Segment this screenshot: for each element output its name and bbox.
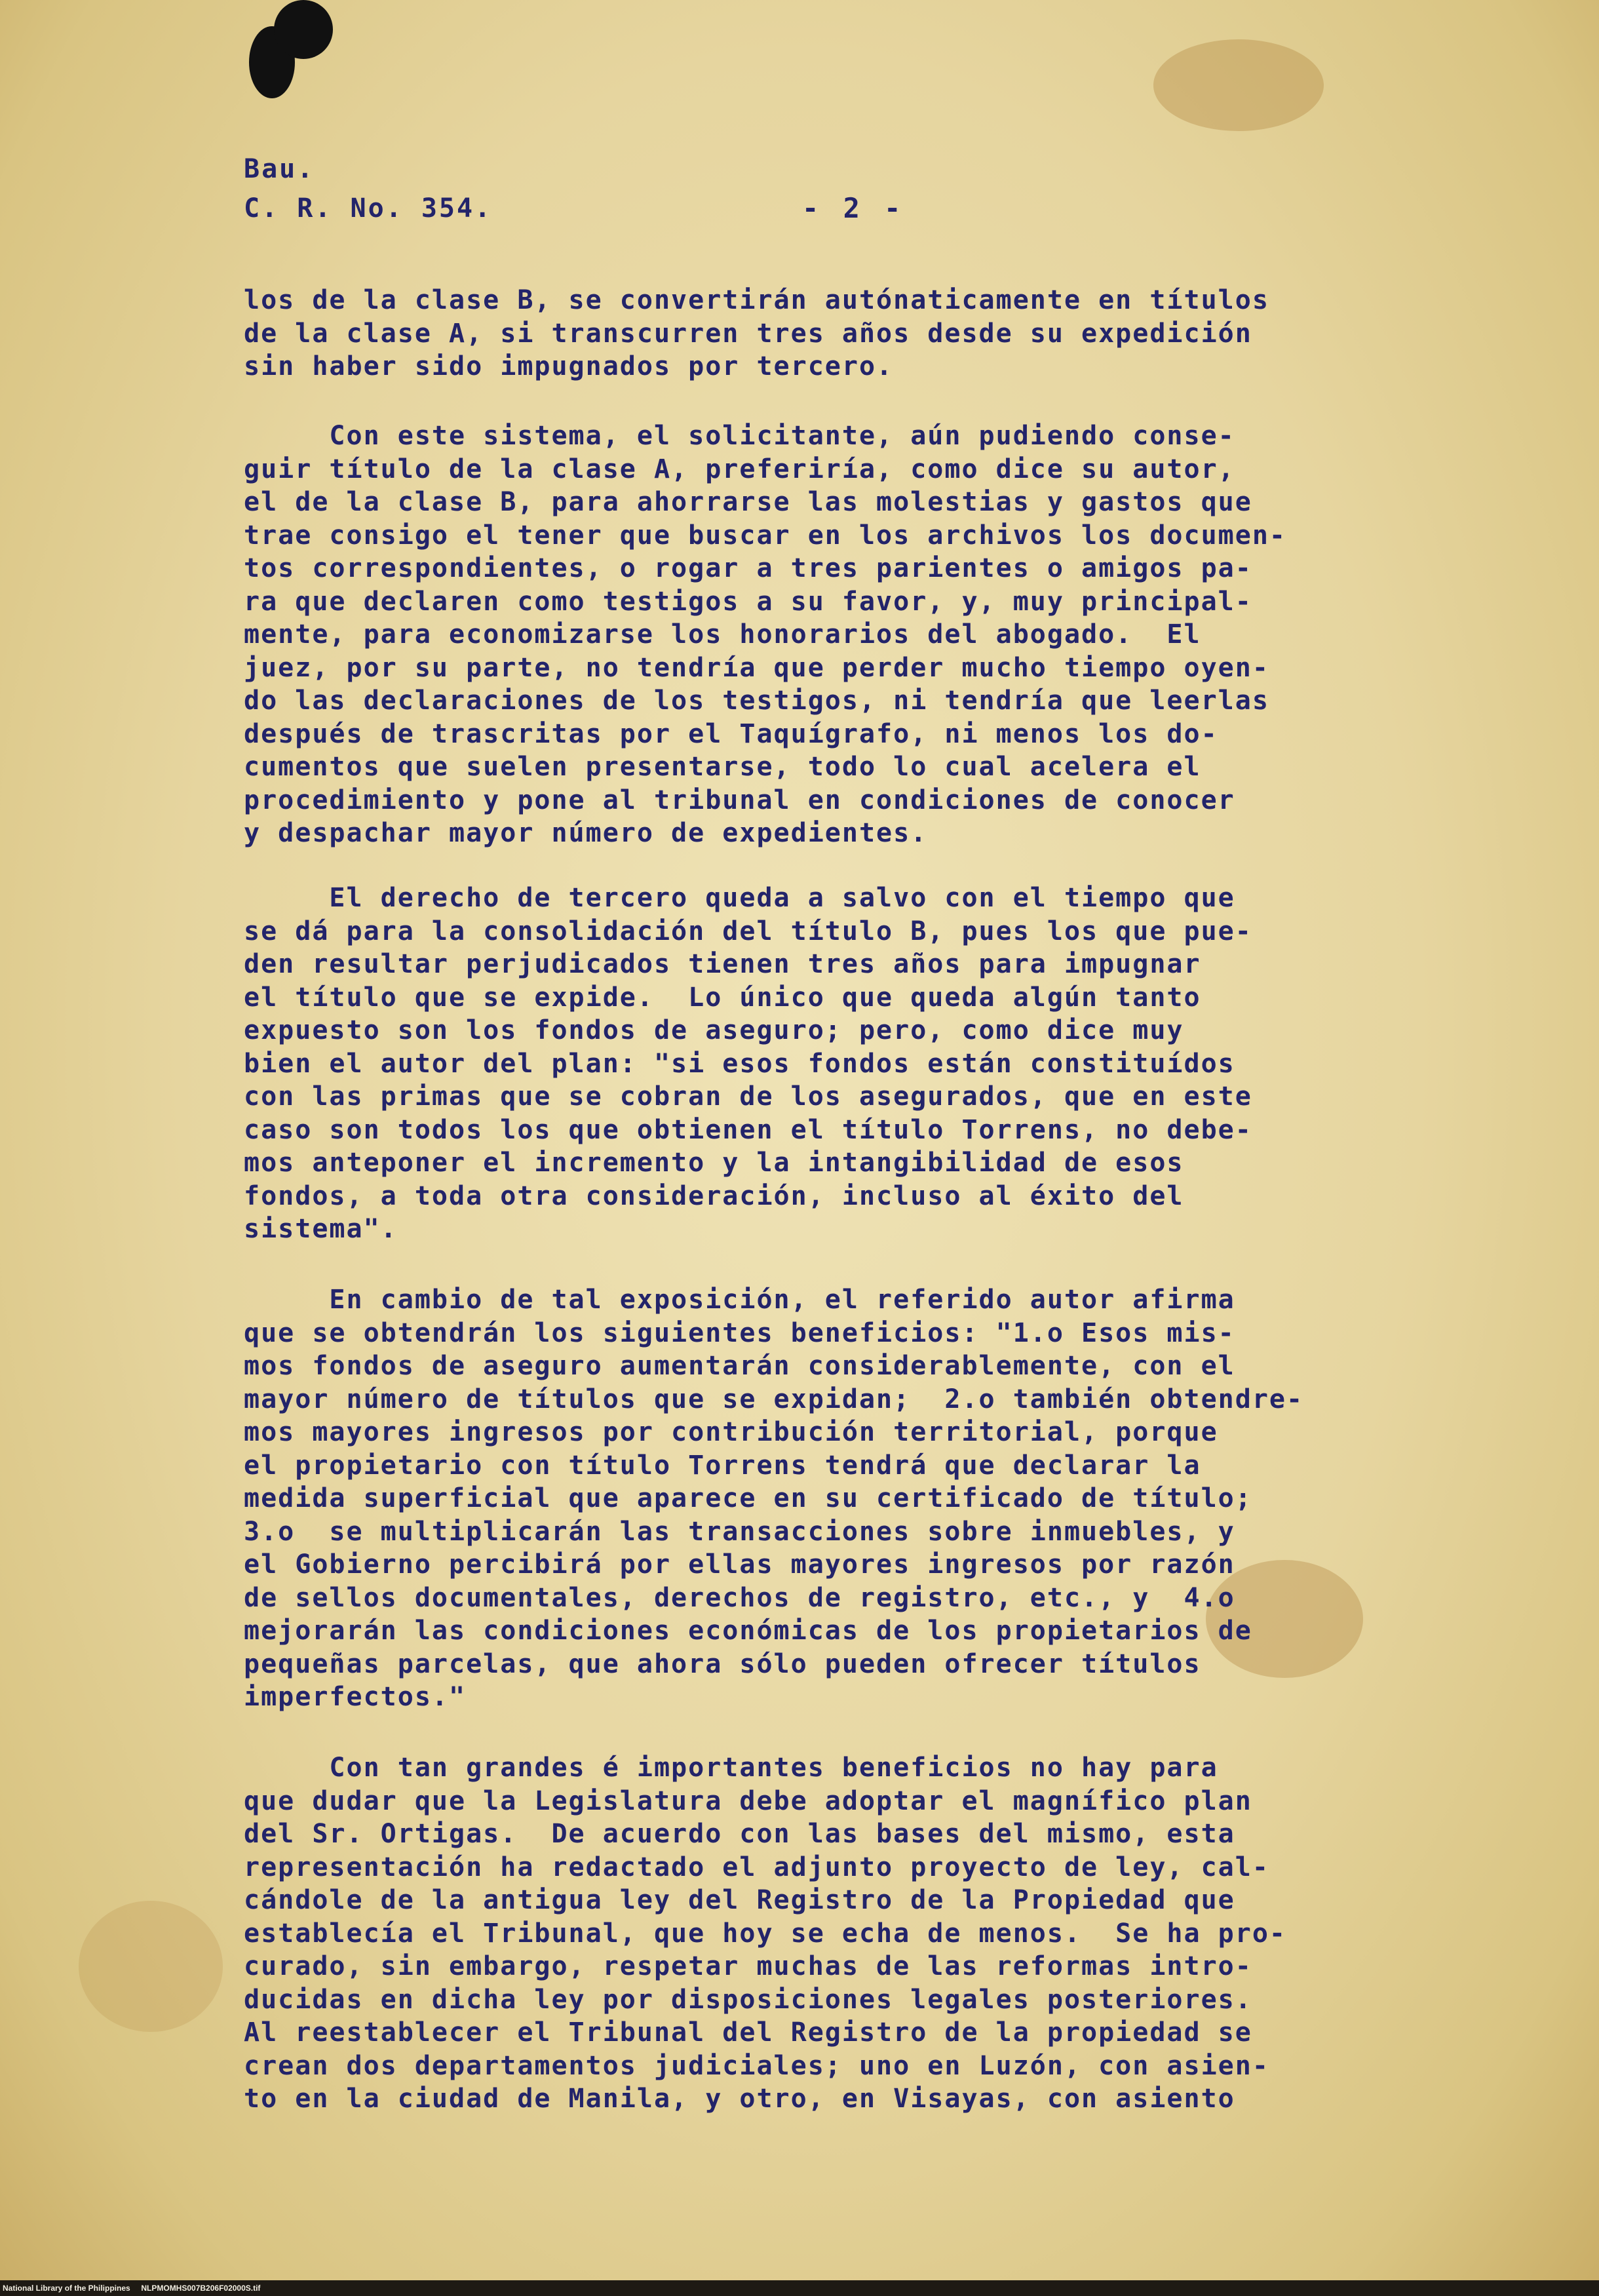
- paper-stain: [1153, 39, 1324, 131]
- ink-blot: [274, 0, 333, 59]
- archive-footer: National Library of the Philippines NLPMOMHS007B206F02000S.tif: [0, 2280, 1599, 2296]
- paper-stain: [79, 1901, 223, 2032]
- paragraph-1: los de la clase B, se convertirán autónaticamente en títulos de la clase A, si transcurren tres años desde su expedición sin haber sido impugnados por tercero.: [244, 285, 1269, 381]
- paragraph-2: Con este sistema, el solicitante, aún pudiendo conse- guir título de la clase A, preferiría, como dice su autor, el de la clase B, para ahorrarse las molestias y gastos que trae consigo el tener que buscar en los archivos los documen- tos correspondientes, o rogar a tres parientes o amigos pa- ra que declaren como testigos a su favor, y, muy principal- mente, para economizarse los honorarios del abogado. El juez, por su parte, no tendría que perder mucho tiempo oyen- do las declaraciones de los testigos, ni tendría que leerlas después de trascritas por el Taquígrafo, ni menos los do- cumentos que suelen presentarse, todo lo cual acelera el procedimiento y pone al tribunal en condiciones de conocer y despachar mayor número de expedientes.: [244, 421, 1287, 848]
- paragraph-4: En cambio de tal exposición, el referido autor afirma que se obtendrán los siguientes beneficios: "1.o Esos mis- mos fondos de aseguro aumentarán considerablemente, con el mayor número de títulos que se expidan; 2.o también obtendre- mos mayores ingresos por contribución territorial, porque el propietario con título Torrens tendrá que declarar la medida superficial que aparece en su certificado de título; 3.o se multiplicarán las transacciones sobre inmuebles, y el Gobierno percibirá por ellas mayores ingresos por razón de sellos documentales, derechos de registro, etc., y 4.o mejorarán las condiciones económicas de los propietarios de pequeñas parcelas, que ahora sólo pueden ofrecer títulos imperfectos.": [244, 1285, 1304, 1712]
- document-header: [244, 149, 492, 228]
- paragraph-5: Con tan grandes é importantes beneficios no hay para que dudar que la Legislatura debe adoptar el magnífico plan del Sr. Ortigas. De acuerdo con las bases del mismo, esta representación ha redactado el adjunto proyecto de ley, cal- cándole de la antigua ley del Registro de la Propiedad que establecía el Tribunal, que hoy se echa de menos. Se ha pro- curado, sin embargo, respetar muchas de las reformas intro- ducidas en dicha ley por disposiciones legales posteriores. Al reestablecer el Tribunal del Registro de la propiedad se crean dos departamentos judiciales; uno en Luzón, con asien- to en la ciudad de Manila, y otro, en Visayas, con asiento: [244, 1753, 1287, 2114]
- header-reference: C. R. No. 354.: [244, 193, 493, 224]
- page-number: - 2 -: [802, 192, 905, 224]
- header-initials: Bau.: [244, 154, 315, 184]
- paragraph-3: El derecho de tercero queda a salvo con el tiempo que se dá para la consolidación del título B, pues los que pue- den resultar perjudicados tienen tres años para impugnar el título que se expide. Lo único que queda algún tanto expuesto son los fondos de aseguro; pero, como dice muy bien el autor del plan: "si esos fondos están constituídos con las primas que se cobran de los asegurados, que en este caso son todos los que obtienen el título Torrens, no debe- mos anteponer el incremento y la intangibilidad de esos fondos, a toda otra consideración, incluso al éxito del sistema".: [244, 883, 1252, 1244]
